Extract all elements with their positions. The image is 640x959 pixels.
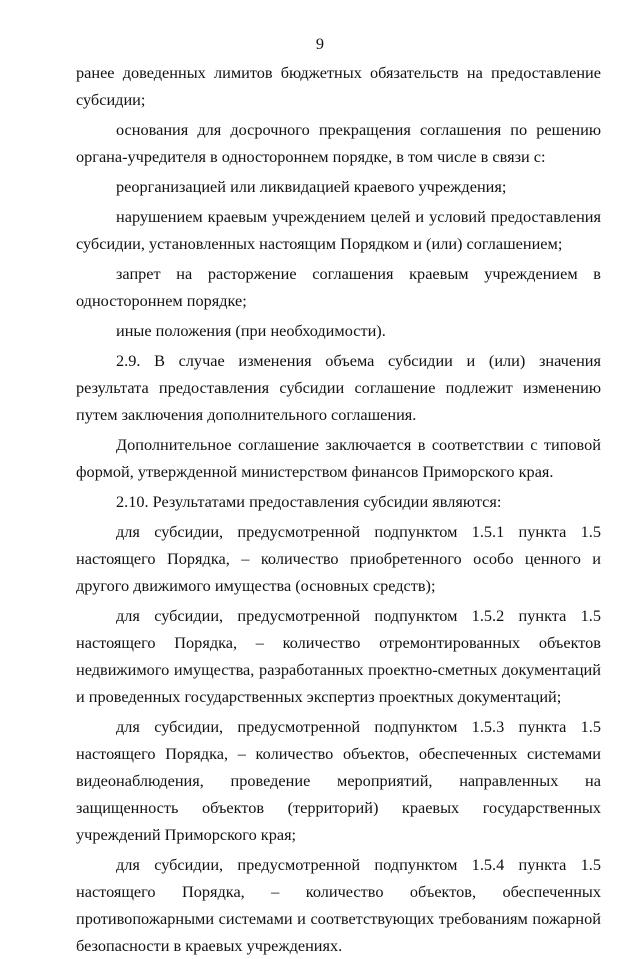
paragraph-additional-agreement: Дополнительное соглашение заключается в соответствии с типовой формой, утвержденной министерством финансов Приморского края. (76, 435, 601, 481)
paragraph-budget-limits: ранее доведенных лимитов бюджетных обязательств на предоставление субсидии; (76, 63, 601, 109)
paragraph-result-1-5-3: для субсидии, предусмотренной подпунктом 1.5.3 пункта 1.5 настоящего Порядка, – количество объектов, обеспеченных системами видеонаблюдения, проведение мероприятий, направленных на защищенность объектов (территорий) краевых государственных учреждений Приморского края; (76, 717, 601, 844)
paragraph-termination-grounds: основания для досрочного прекращения соглашения по решению органа-учредителя в одностороннем порядке, в том числе в связи с: (76, 120, 601, 166)
paragraph-violation: нарушением краевым учреждением целей и условий предоставления субсидии, установленных настоящим Порядком и (или) соглашением; (76, 207, 601, 253)
document-body (76, 59, 601, 959)
paragraph-result-1-5-4: для субсидии, предусмотренной подпунктом 1.5.4 пункта 1.5 настоящего Порядка, – количество объектов, обеспеченных противопожарными системами и соответствующих требованиям пожарной безопасности в краевых учреждениях. (76, 855, 601, 955)
paragraph-section-2-10: 2.10. Результатами предоставления субсидии являются: (116, 492, 502, 511)
paragraph-result-1-5-1: для субсидии, предусмотренной подпунктом 1.5.1 пункта 1.5 настоящего Порядка, – количество приобретенного особо ценного и другого движимого имущества (основных средств); (76, 522, 601, 595)
paragraph-section-2-9: 2.9. В случае изменения объема субсидии и (или) значения результата предоставления субсидии соглашение подлежит изменению путем заключения дополнительного соглашения. (76, 351, 601, 424)
paragraph-result-1-5-2: для субсидии, предусмотренной подпунктом 1.5.2 пункта 1.5 настоящего Порядка, – количество отремонтированных объектов недвижимого имущества, разработанных проектно-сметных документаций и проведенных государственных экспертиз проектных документаций; (76, 606, 601, 706)
paragraph-reorganization: реорганизацией или ликвидацией краевого учреждения; (116, 177, 507, 196)
paragraph-other-provisions: иные положения (при необходимости). (116, 321, 386, 340)
paragraph-termination-ban: запрет на расторжение соглашения краевым учреждением в одностороннем порядке; (76, 264, 601, 310)
page-number: 9 (315, 34, 325, 53)
